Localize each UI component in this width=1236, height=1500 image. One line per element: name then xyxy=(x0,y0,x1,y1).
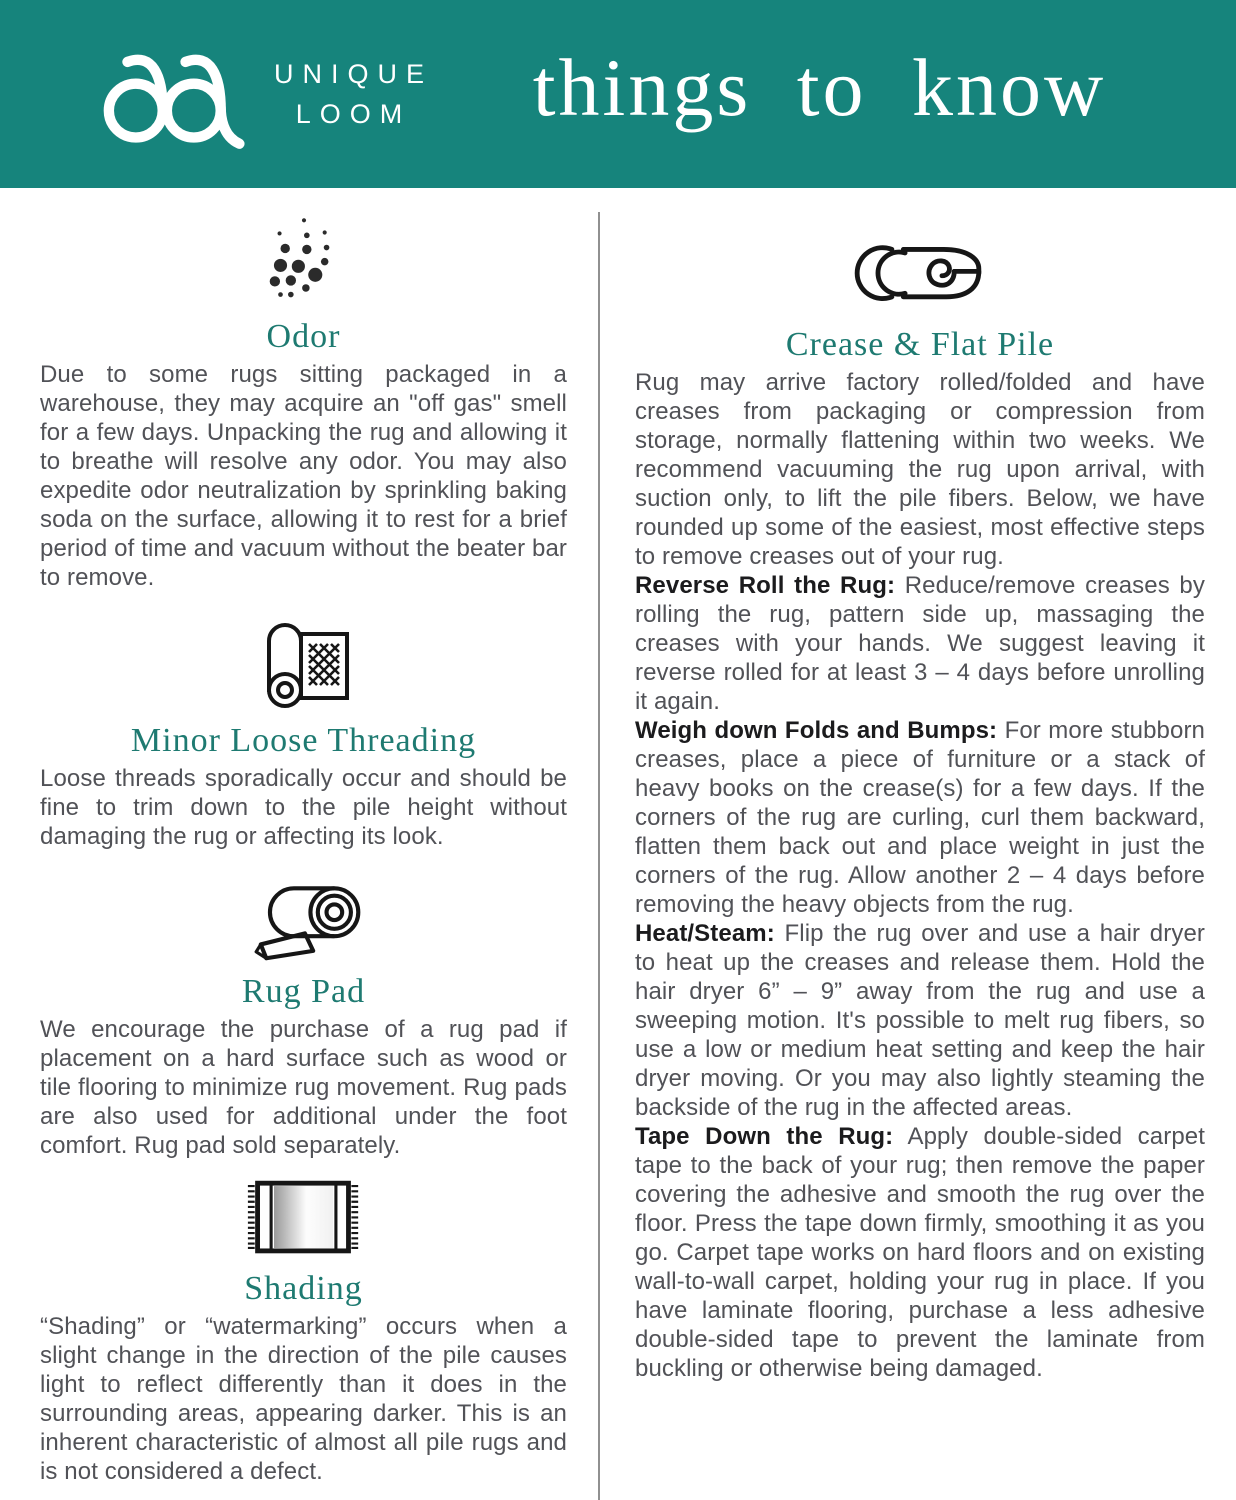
brand-line-2: LOOM xyxy=(295,99,412,129)
section-heading-odor: Odor xyxy=(266,318,341,355)
section-heading-rug-pad: Rug Pad xyxy=(241,973,366,1010)
tip-label: Tape Down the Rug: xyxy=(635,1123,894,1150)
crease-intro: Rug may arrive factory rolled/folded and have creases from packaging or compression from storage, normally flattening within two weeks. We recommend vacuuming the rug upon arrival, with suction only, to lift the pile fibers. Below, we have rounded up some of the easiest, most effective steps to remove creases out of your rug. xyxy=(635,369,1205,570)
content-columns xyxy=(0,188,1236,1486)
section-body-shading: “Shading” or “watermarking” occurs when a slight change in the direction of the pile causes light to reflect differently than it does in the surrounding areas, appearing darker. This is an inherent characteristic of almost all pile rugs and is not considered a defect. xyxy=(40,1313,567,1485)
tip-heat-steam xyxy=(635,919,1205,1122)
rolled-rug-spiral-icon xyxy=(844,238,996,310)
section-rug-pad xyxy=(40,869,567,1160)
column-divider xyxy=(598,212,600,1500)
tip-label: Weigh down Folds and Bumps: xyxy=(635,717,998,744)
rug-pad-roll-icon xyxy=(244,869,364,961)
tip-weigh-down xyxy=(635,716,1205,919)
section-body-threading: Loose threads sporadically occur and should be fine to trim down to the pile height without damaging the rug or affecting its look. xyxy=(40,765,567,850)
odor-sprinkle-dots-icon xyxy=(257,208,351,304)
right-column xyxy=(635,188,1205,1486)
tip-label: Heat/Steam: xyxy=(635,920,775,947)
section-heading-crease: Crease & Flat Pile xyxy=(785,326,1055,363)
tip-reverse-roll xyxy=(635,571,1205,716)
left-column xyxy=(40,188,567,1486)
tip-text: Apply double-sided carpet tape to the back of your rug; then remove the paper covering the adhesive and smooth the rug over the floor. Press the tape down firmly, smoothing it as you go. Carpet tape works on hard floors and on existing wall-to-wall carpet, holding your rug in place. If you have laminate flooring, purchase a less adhesive double-sided tape to prevent the laminate from buckling or otherwise being damaged. xyxy=(635,1123,1205,1382)
header-banner xyxy=(0,0,1236,188)
section-loose-threading xyxy=(40,610,567,851)
brand-line-1: UNIQUE xyxy=(274,58,434,89)
section-heading-threading: Minor Loose Threading xyxy=(130,722,477,759)
brand-block xyxy=(96,36,433,152)
tip-text: Flip the rug over and use a hair dryer to heat up the creases and release them. Hold the hair dryer 6” – 9” away from the rug and use a sweeping motion. It's possible to melt rug fibers, so use a low or medium heat setting and keep the hair dryer moving. Or you may also lightly steaming the backside of the rug in the affected areas. xyxy=(635,920,1205,1121)
section-crease-flat-pile xyxy=(635,238,1205,1383)
section-body-odor: Due to some rugs sitting packaged in a warehouse, they may acquire an "off gas" smell for a few days. Unpacking the rug and allowing it to breathe will resolve any odor. You may also expedite odor neutralization by sprinkling baking soda on the surface, allowing it to rest for a brief period of time and vacuum without the beater bar to remove. xyxy=(40,361,567,591)
page-title: things to know xyxy=(532,42,1107,133)
brand-name xyxy=(274,54,433,135)
tip-tape-down xyxy=(635,1122,1205,1383)
tip-label: Reverse Roll the Rug: xyxy=(635,572,896,599)
rolled-rug-crosshatch-icon xyxy=(247,610,361,710)
section-body-rug-pad: We encourage the purchase of a rug pad if placement on a hard surface such as wood or tile flooring to minimize rug movement. Rug pads are also used for additional under the foot comfort. Rug pad sold separately. xyxy=(40,1016,567,1159)
tip-text: Reduce/remove creases by rolling the rug, pattern side up, massaging the creases with your hands. We suggest leaving it reverse rolled for at least 3 – 4 days before unrolling it again. xyxy=(635,572,1205,715)
section-odor xyxy=(40,208,567,592)
fringed-rug-shading-icon xyxy=(245,1178,363,1258)
section-shading xyxy=(40,1178,567,1486)
tip-text: For more stubborn creases, place a piece of furniture or a stack of heavy books on the crease(s) for a few days. If the corners of the rug are curling, curl them backward, flatten them back out and place weight in just the corners of the rug. Allow another 2 – 4 days before removing the heavy objects from the rug. xyxy=(635,717,1205,918)
section-heading-shading: Shading xyxy=(244,1270,363,1307)
unique-loom-logo-icon xyxy=(96,36,246,152)
